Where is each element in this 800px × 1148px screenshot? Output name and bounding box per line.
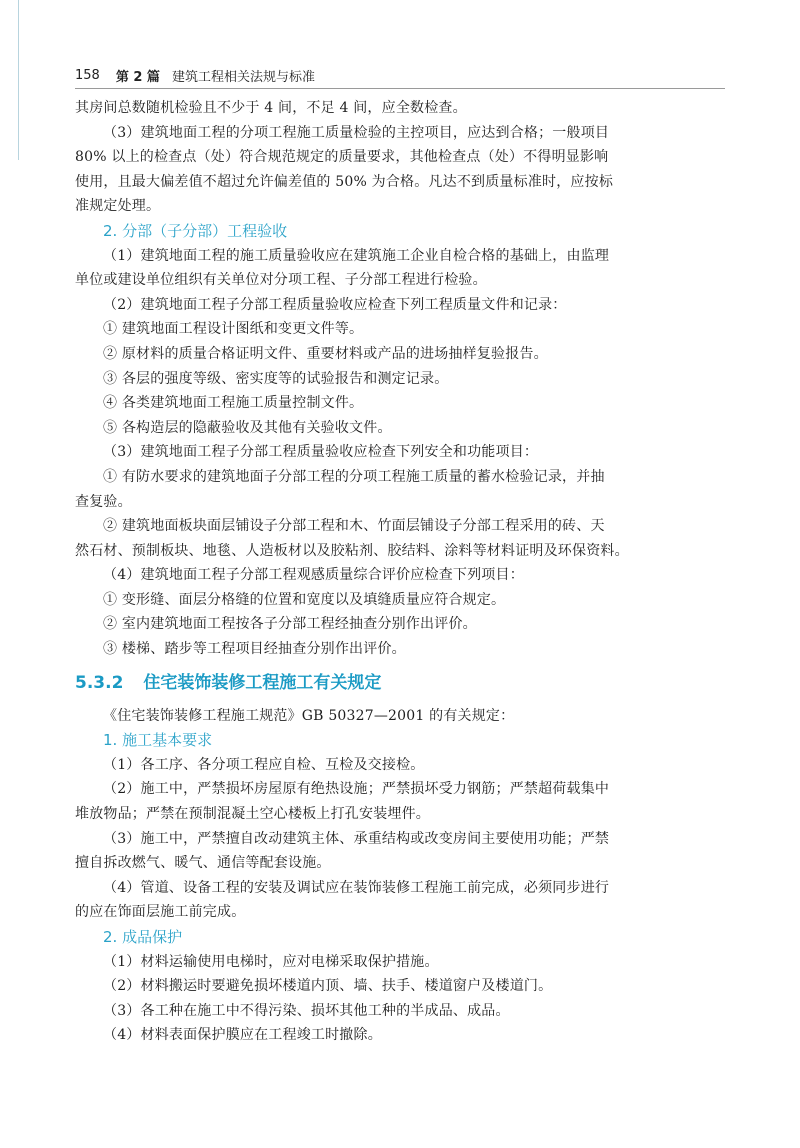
text-line: （2）施工中，严禁损坏房屋原有绝热设施；严禁损坏受力钢筋；严禁超荷载集中 bbox=[103, 781, 610, 798]
page-body bbox=[75, 96, 725, 1048]
text-line: 使用，且最大偏差值不超过允许偏差值的 50% 为合格。凡达不到质量标准时，应按标 bbox=[75, 173, 614, 190]
part-label: 第 2 篇 bbox=[115, 69, 160, 85]
text-line: ⑤ 各构造层的隐蔽验收及其他有关验收文件。 bbox=[103, 419, 392, 436]
text-line: （3）建筑地面工程子分部工程质量验收应检查下列安全和功能项目： bbox=[103, 444, 539, 461]
text-line: 的应在饰面层施工前完成。 bbox=[75, 904, 246, 921]
text-line: 堆放物品；严禁在预制混凝土空心楼板上打孔安装埋件。 bbox=[75, 806, 430, 823]
text-line: （1）建筑地面工程的施工质量验收应在建筑施工企业自检合格的基础上，由监理 bbox=[103, 247, 610, 264]
text-line: ③ 各层的强度等级、密实度等的试验报告和测定记录。 bbox=[103, 370, 449, 387]
text-line: （3）施工中，严禁擅自改动建筑主体、承重结构或改变房间主要使用功能；严禁 bbox=[103, 830, 610, 847]
subheading: 2. 成品保护 bbox=[103, 928, 183, 946]
section-number: 5.3.2 bbox=[75, 672, 124, 693]
text-line: ① 有防水要求的建筑地面子分部工程的分项工程施工质量的蓄水检验记录，并抽 bbox=[103, 468, 605, 485]
text-line: ② 建筑地面板块面层铺设子分部工程和木、竹面层铺设子分部工程采用的砖、天 bbox=[103, 518, 605, 535]
text-block-decoration-rules bbox=[75, 704, 725, 1048]
subheading: 1. 施工基本要求 bbox=[103, 731, 213, 750]
section-title: 住宅装饰装修工程施工有关规定 bbox=[143, 672, 382, 693]
text-line: ③ 楼梯、踏步等工程项目经抽查分别作出评价。 bbox=[103, 641, 406, 658]
text-line: ① 建筑地面工程设计图纸和变更文件等。 bbox=[103, 321, 364, 338]
subheading: 2. 分部（子分部）工程验收 bbox=[103, 221, 288, 240]
text-line: （3）各工种在施工中不得污染、损坏其他工种的半成品、成品。 bbox=[103, 1002, 510, 1019]
text-line: （2）建筑地面工程子分部工程质量验收应检查下列工程质量文件和记录： bbox=[103, 296, 567, 313]
text-line: 其房间总数随机检验且不少于 4 间，不足 4 间，应全数检查。 bbox=[75, 100, 467, 116]
text-line: 《住宅装饰装修工程施工规范》GB 50327—2001 的有关规定： bbox=[103, 707, 515, 724]
part-title: 建筑工程相关法规与标准 bbox=[171, 69, 315, 85]
text-line: ④ 各类建筑地面工程施工质量控制文件。 bbox=[103, 395, 364, 412]
text-line: ① 变形缝、面层分格缝的位置和宽度以及填缝质量应符合规定。 bbox=[103, 591, 506, 608]
text-line: 80% 以上的检查点（处）符合规范规定的质量要求，其他检查点（处）不得明显影响 bbox=[75, 149, 609, 166]
text-line: （3）建筑地面工程的分项工程施工质量检验的主控项目，应达到合格；一般项目 bbox=[103, 124, 610, 141]
text-line: ② 原材料的质量合格证明文件、重要材料或产品的进场抽样复验报告。 bbox=[103, 345, 548, 362]
margin-guide-line bbox=[18, 0, 19, 160]
text-line: （4）管道、设备工程的安装及调试应在装饰装修工程施工前完成，必须同步进行 bbox=[103, 879, 610, 896]
section-heading bbox=[75, 662, 725, 704]
text-line: （4）材料表面保护膜应在工程竣工时撤除。 bbox=[103, 1027, 382, 1044]
text-line: 然石材、预制板块、地毯、人造板材以及胶粘剂、胶结料、涂料等材料证明及环保资料。 bbox=[75, 542, 629, 559]
text-line: 单位或建设单位组织有关单位对分项工程、子分部工程进行检验。 bbox=[75, 272, 487, 289]
text-line: 擅自拆改燃气、暖气、通信等配套设施。 bbox=[75, 855, 331, 872]
text-block-floor-acceptance bbox=[75, 96, 725, 662]
running-header bbox=[75, 66, 725, 84]
text-line: 查复验。 bbox=[75, 493, 132, 510]
text-line: （1）各工序、各分项工程应自检、互检及交接检。 bbox=[103, 756, 425, 773]
text-line: ② 室内建筑地面工程按各子分部工程经抽查分别作出评价。 bbox=[103, 616, 477, 633]
text-line: （1）材料运输使用电梯时，应对电梯采取保护措施。 bbox=[103, 953, 439, 970]
text-line: （2）材料搬运时要避免损坏楼道内顶、墙、扶手、楼道窗户及楼道门。 bbox=[103, 978, 553, 995]
text-line: 准规定处理。 bbox=[75, 198, 161, 215]
text-line: （4）建筑地面工程子分部工程观感质量综合评价应检查下列项目： bbox=[103, 567, 524, 584]
page-number: 158 bbox=[75, 67, 100, 83]
header-divider bbox=[75, 88, 725, 89]
